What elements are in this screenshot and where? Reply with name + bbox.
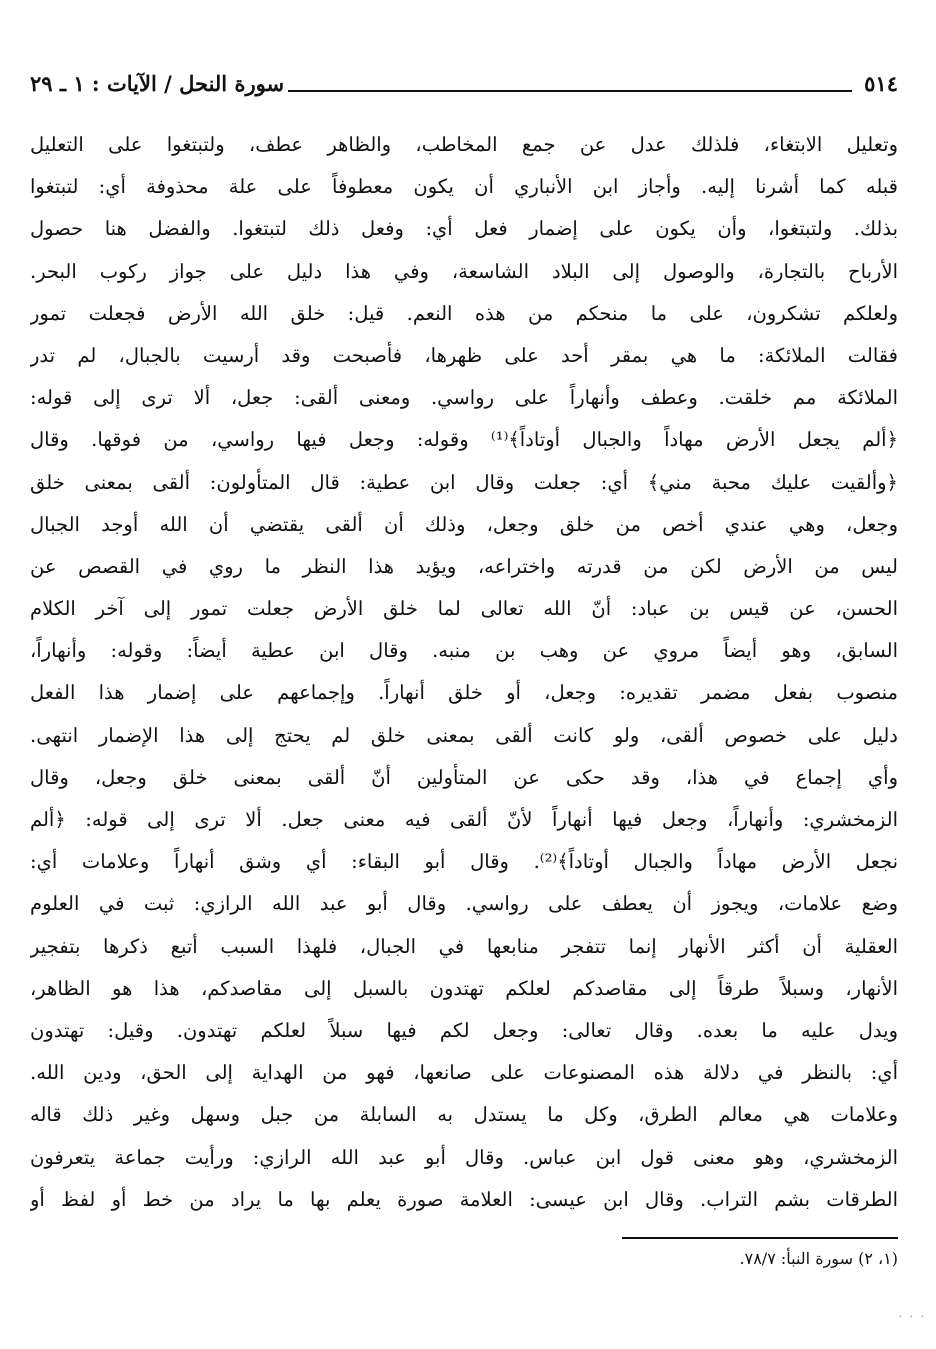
text-line: الملائكة مم خلقت. وعطف وأنهاراً على رواسي. ومعنى ألقى: جعل، ألا ترى إلى قوله: (30, 386, 898, 410)
text-line: الأنهار، وسبلاً طرقاً إلى مقاصدكم لعلكم تهتدون بالسبل إلى مقاصدكم، هذا هو الظاهر، (30, 976, 898, 1000)
text-line: بذلك. ولتبتغوا، وأن يكون على إضمار فعل أي: وفعل ذلك لتبتغوا. والفضل هنا حصول (30, 217, 898, 241)
text-line: منصوب بفعل مضمر تقديره: وجعل، أو خلق أنهاراً. وإجماعهم على إضمار هذا الفعل (30, 681, 898, 705)
text-line: ويدل عليه ما بعده. وقال تعالى: وجعل لكم فيها سبلاً لعلكم تهتدون. وقيل: تهتدون (30, 1018, 898, 1042)
text-line: ﴿ألم يجعل الأرض مهاداً والجبال أوتاداً﴾⁽¹⁾ وقوله: وجعل فيها رواسي، من فوقها. وقال (30, 428, 898, 452)
text-line: وجعل، وهي عندي أخص من خلق وجعل، وذلك أن ألقى يقتضي أن الله أوجد الجبال (30, 512, 898, 536)
text-line: الزمخشري: وأنهاراً، وجعل فيها أنهاراً لأنّ ألقى فيه معنى جعل. ألا ترى إلى قوله: ﴿ألم (30, 808, 898, 831)
text-line: وأي إجماع في هذا، وقد حكى عن المتأولين أنّ ألقى بمعنى خلق وجعل، وقال (30, 765, 898, 789)
running-header (30, 60, 898, 106)
text-line: وتعليل الابتغاء، فلذلك عدل عن جمع المخاطب، والظاهر عطف، ولتبتغوا على التعليل (30, 133, 898, 156)
text-line: العقلية أن أكثر الأنهار إنما تتفجر منابعها في الجبال، فلهذا السبب أتبع ذكرها بتفجير (30, 934, 898, 958)
text-line: قبله كما أشرنا إليه. وأجاز ابن الأنباري أن يكون معطوفاً على علة محذوفة أي: لتبتغوا (30, 175, 898, 199)
header-title: سورة النحل / الآيات : ١ ـ ٢٩ (30, 70, 285, 96)
footnote: (١، ٢) سورة النبأ: ٧٨/٧. (739, 1248, 898, 1268)
text-line: وضع علامات، ويجوز أن يعطف على رواسي. وقال أبو عبد الله الرازي: ثبت في العلوم (30, 892, 898, 916)
text-line: فقالت الملائكة: ما هي بمقر أحد على ظهرها، فأصبحت وقد أرسيت بالجبال، لم تدر (30, 343, 898, 367)
header-rule (288, 90, 852, 92)
text-line: ﴿وألقيت عليك محبة مني﴾ أي: جعلت وقال ابن عطية: قال المتأولون: ألقى بمعنى خلق (30, 470, 898, 494)
text-line: ولعلكم تشكرون، على ما منحكم من هذه النعم. قيل: خلق الله الأرض فجعلت تمور (30, 301, 898, 325)
text-line: السابق، وهو أيضاً مروي عن وهب بن منبه. وقال ابن عطية أيضاً: وقوله: وأنهاراً، (30, 639, 898, 663)
page-number: ٥١٤ (864, 70, 898, 96)
text-line: ليس من الأرض لكن من قدرته واختراعه، ويؤيد هذا النظر ما روي في القصص عن (30, 554, 898, 578)
text-line: الزمخشري، وهو معنى قول ابن عباس. وقال أبو عبد الله الرازي: ورأيت جماعة يتعرفون (30, 1145, 898, 1169)
text-line: الطرقات بشم التراب. وقال ابن عيسى: العلامة صورة يعلم بها ما يراد من خط أو لفظ أو (30, 1187, 898, 1211)
text-line: أي: بالنظر في دلالة هذه المصنوعات على صانعها، فهو من الهداية إلى الحق، ودين الله. (30, 1061, 898, 1085)
book-page (30, 60, 898, 1271)
body-text (30, 124, 898, 1221)
text-line: الحسن، عن قيس بن عباد: أنّ الله تعالى لما خلق الأرض جعلت تمور إلى آخر الكلام (30, 597, 898, 621)
corner-mark: · · · (898, 1310, 926, 1323)
text-line: الأرباح بالتجارة، والوصول إلى البلاد الشاسعة، وفي هذا دليل على جواز ركوب البحر. (30, 259, 898, 283)
text-line: وعلامات هي معالم الطرق، وكل ما يستدل به السابلة من جبل وسهل وغير ذلك قاله (30, 1103, 898, 1127)
text-line: نجعل الأرض مهاداً والجبال أوتاداً﴾⁽²⁾. وقال أبو البقاء: أي وشق أنهاراً وعلامات أي: (30, 850, 898, 874)
footnote-rule (622, 1237, 898, 1239)
text-line: دليل على خصوص ألقى، ولو كانت ألقى بمعنى خلق لم يحتج إلى هذا الإضمار انتهى. (30, 723, 898, 747)
